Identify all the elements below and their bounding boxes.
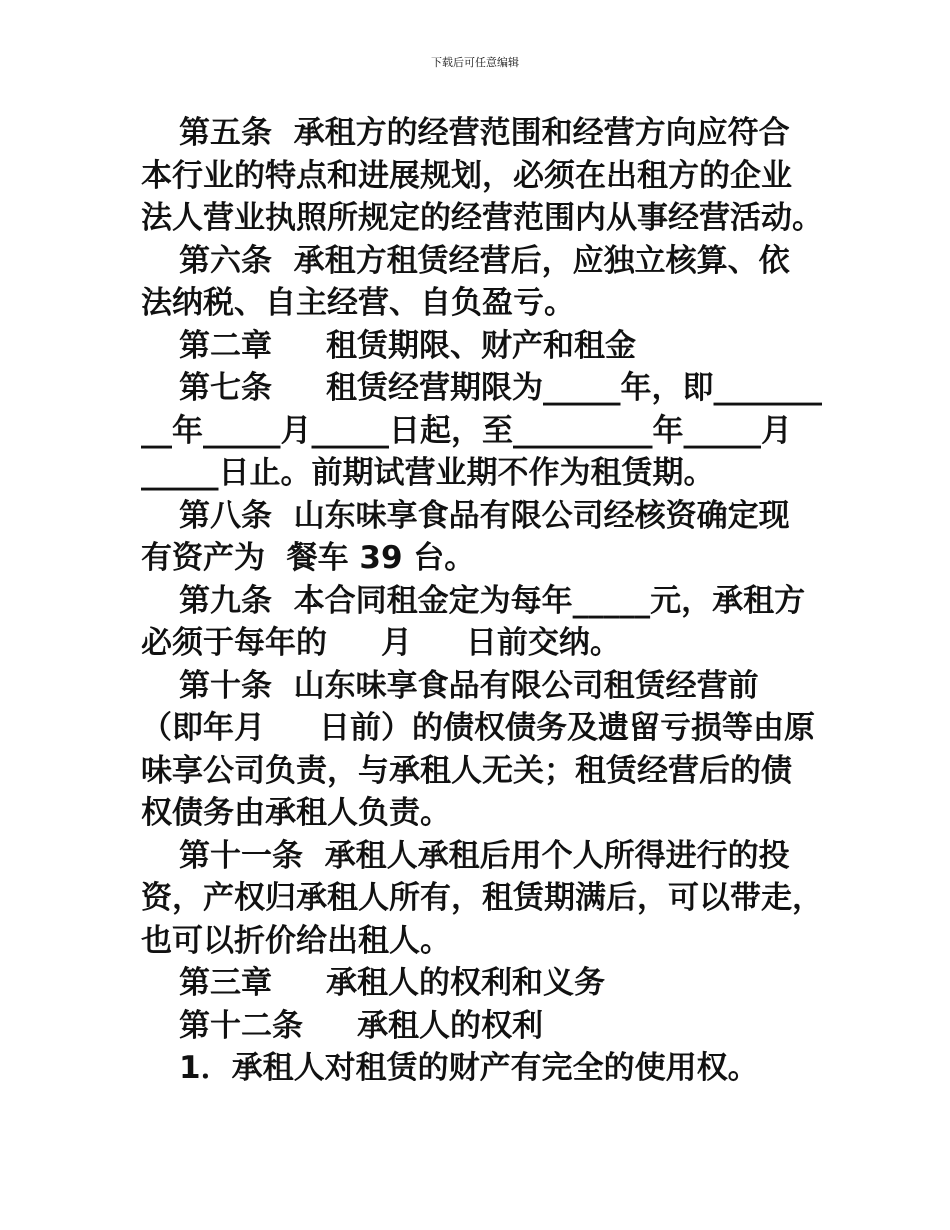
clause-10-line-2: （即年月 日前）的债权债务及遗留亏损等由原 [141, 710, 815, 746]
clause-12-heading: 第十二条 承租人的权利 [179, 1007, 543, 1044]
clause-5-line-2: 本行业的特点和进展规划，必须在出租方的企业 [141, 157, 792, 194]
clause-8-line-1: 第八条 山东味享食品有限公司经核资确定现 [179, 497, 790, 534]
clause-6-line-2: 法纳税、自主经营、自负盈亏。 [141, 285, 575, 321]
clause-7-line-2: __年_____月_____日起，至_________年_____月 [141, 412, 792, 449]
clause-12-item-1: 1．承租人对租赁的财产有完全的使用权。 [179, 1050, 759, 1086]
clause-7-line-3: _____日止。前期试营业期不作为租赁期。 [141, 455, 715, 491]
clause-5-line-3: 法人营业执照所规定的经营范围内从事经营活动。 [141, 200, 823, 236]
clause-6-line-1: 第六条 承租方租赁经营后，应独立核算、依 [179, 242, 790, 279]
clause-10-line-3: 味享公司负责，与承租人无关；租赁经营后的债 [141, 752, 792, 789]
clause-5-line-1: 第五条 承租方的经营范围和经营方向应符合 [179, 115, 790, 151]
chapter-2-heading: 第二章 租赁期限、财产和租金 [179, 327, 636, 364]
clause-11-line-3: 也可以折价给出租人。 [141, 922, 451, 959]
chapter-3-heading: 第三章 承租人的权利和义务 [179, 965, 605, 1001]
page-header: 下载后可任意编辑 [431, 56, 519, 69]
clause-10-line-4: 权债务由承租人负责。 [141, 795, 451, 831]
clause-8-line-2: 有资产为 餐车 39 台。 [141, 540, 476, 576]
document-body [141, 112, 823, 1090]
clause-11-line-1: 第十一条 承租人承租后用个人所得进行的投 [179, 837, 790, 874]
clause-9-line-1: 第九条 本合同租金定为每年_____元，承租方 [179, 582, 806, 619]
clause-10-line-1: 第十条 山东味享食品有限公司租赁经营前 [179, 667, 759, 704]
clause-7-line-1: 第七条 租赁经营期限为_____年，即_______ [179, 370, 822, 406]
clause-11-line-2: 资，产权归承租人所有，租赁期满后，可以带走， [141, 880, 823, 916]
clause-9-line-2: 必须于每年的 月 日前交纳。 [141, 625, 621, 661]
